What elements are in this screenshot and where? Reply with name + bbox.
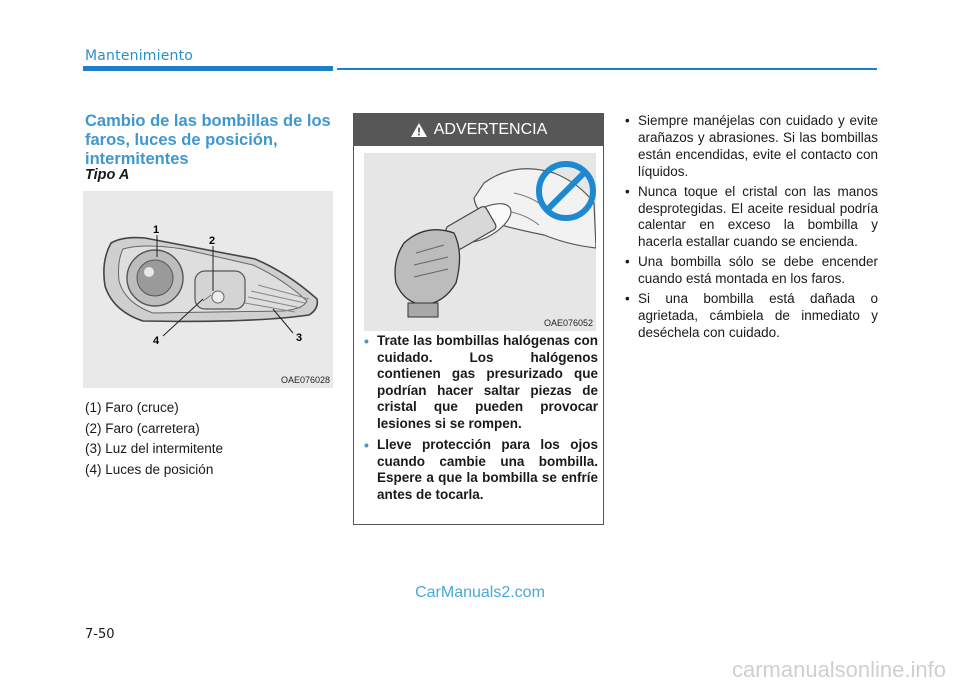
warning-triangle-icon bbox=[410, 122, 428, 138]
section-title: Cambio de las bombillas de los faros, luces de posición, intermitentes bbox=[85, 112, 331, 168]
footer-watermark: carmanualsonline.info bbox=[731, 657, 946, 682]
tip-item bbox=[625, 254, 878, 288]
headlamp-figure bbox=[83, 191, 333, 388]
warning-title: ADVERTENCIA bbox=[433, 121, 548, 138]
legend-item: (3) Luz del intermitente bbox=[85, 441, 224, 456]
tip-item bbox=[625, 113, 878, 181]
tip-item-text: Si una bombilla está dañada o agrietada, cámbiela de inmediato y deséchela con cuidado. bbox=[638, 291, 878, 340]
warning-list bbox=[364, 333, 598, 508]
callout-2: 2 bbox=[209, 235, 216, 247]
warning-item-text: Lleve protección para los ojos cuando cambie una bombilla. Espere a que la bombilla se enfríe antes de tocarla. bbox=[377, 437, 598, 502]
figure-code: OAE076052 bbox=[543, 318, 593, 328]
header-rule-thick bbox=[83, 66, 333, 71]
warning-item bbox=[364, 437, 598, 503]
legend-list bbox=[85, 398, 223, 480]
watermark-link[interactable]: CarManuals2.com bbox=[415, 584, 545, 601]
legend-item: (4) Luces de posición bbox=[85, 461, 214, 477]
header-section-title: Mantenimiento bbox=[85, 48, 194, 64]
callout-1: 1 bbox=[153, 224, 160, 236]
bullet-icon: • bbox=[625, 113, 630, 128]
bulb-illustration bbox=[364, 153, 596, 331]
legend-item: (2) Faro (carretera) bbox=[85, 420, 200, 436]
bullet-icon: • bbox=[364, 333, 369, 349]
headlamp-illustration bbox=[83, 191, 333, 388]
tips-list bbox=[625, 113, 878, 345]
section-subtitle: Tipo A bbox=[85, 167, 130, 183]
warning-item bbox=[364, 333, 598, 432]
tip-item-text: Nunca toque el cristal con las manos desprotegidas. El aceite residual podría calentar en exceso la bombilla y hacerla estallar cuando se encienda. bbox=[638, 183, 878, 250]
warning-item-text: Trate las bombillas halógenas con cuidado. Los halógenos contienen gas presurizado que podrían hacer saltar piezas de cristal que pueden provocar lesiones si se rompen. bbox=[377, 333, 598, 431]
bullet-icon: • bbox=[625, 183, 630, 199]
callout-3: 3 bbox=[296, 332, 303, 344]
tip-item-text: Siempre manéjelas con cuidado y evite arañazos y abrasiones. Si las bombillas están encendidas, evite el contacto con líquidos. bbox=[638, 113, 878, 179]
bullet-icon: • bbox=[625, 254, 630, 270]
warning-header bbox=[354, 114, 603, 146]
tip-item bbox=[625, 184, 878, 252]
header-rule-thin bbox=[337, 68, 877, 70]
tip-item-text: Una bombilla sólo se debe encender cuando está montada en los faros. bbox=[638, 254, 878, 287]
figure-code: OAE076028 bbox=[280, 375, 330, 385]
bullet-icon: • bbox=[625, 291, 630, 307]
bulb-handling-figure bbox=[364, 153, 596, 331]
bullet-icon: • bbox=[364, 437, 369, 453]
legend-item: (1) Faro (cruce) bbox=[85, 400, 179, 415]
page-number: 7-50 bbox=[85, 627, 115, 642]
tip-item bbox=[625, 291, 878, 342]
callout-4: 4 bbox=[153, 335, 160, 347]
warning-box bbox=[353, 113, 604, 525]
